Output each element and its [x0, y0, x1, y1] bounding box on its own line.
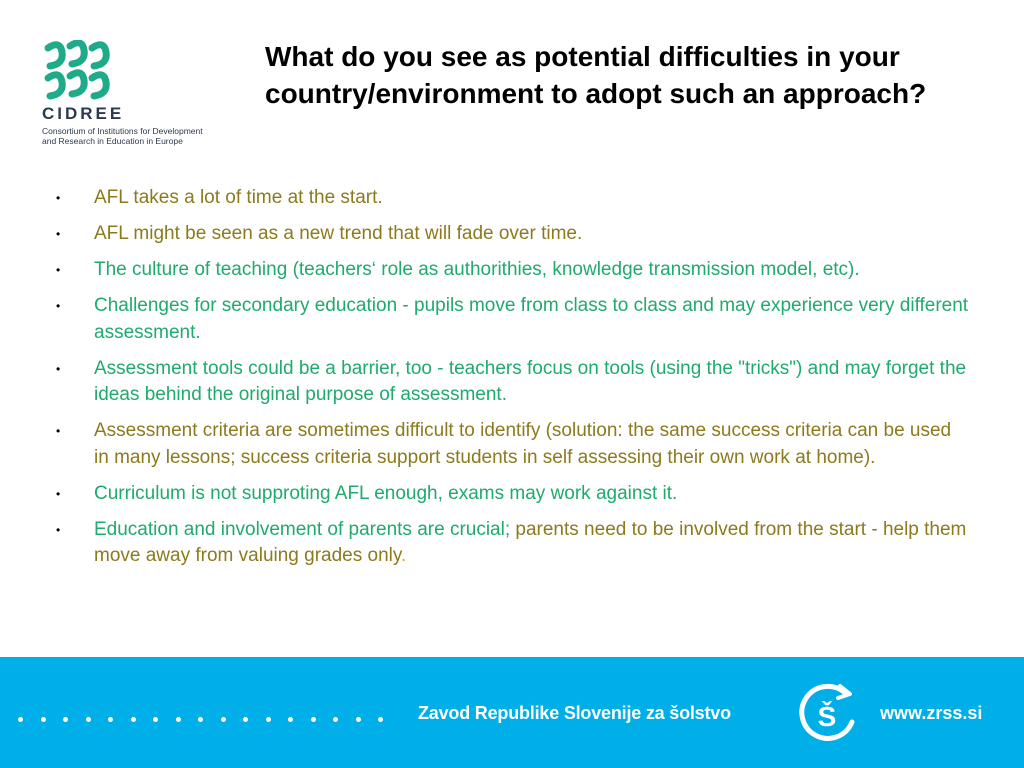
- zrss-emblem-letter: Š: [817, 701, 837, 732]
- bullet-text-part: parents need to be involved from the start - help them move away from valuing grades only: [94, 518, 967, 566]
- bullet-item: [56, 293, 971, 346]
- bullet-text: The culture of teaching (teachers‘ role as authorithies, knowledge transmission model, etc).: [94, 259, 860, 280]
- bullet-item: [56, 356, 971, 409]
- logo-subtitle: [42, 126, 252, 146]
- bullet-dot: •: [56, 299, 61, 313]
- bullet-list: [56, 185, 971, 579]
- logo-subtitle-line2: and Research in Education in Europe: [42, 136, 183, 146]
- bullet-text: AFL might be seen as a new trend that will fade over time.: [94, 223, 583, 244]
- bullet-dot: •: [56, 263, 61, 277]
- footer-organization-name: Zavod Republike Slovenije za šolstvo: [418, 703, 731, 723]
- bullet-item: [56, 221, 971, 248]
- bullet-dot: •: [56, 191, 61, 205]
- footer-dots-decoration: [18, 709, 408, 721]
- bullet-dot: •: [56, 361, 61, 376]
- bullet-dot: •: [56, 522, 61, 537]
- bullet-item: [56, 185, 971, 212]
- footer-bar: [0, 657, 1024, 768]
- cidree-logo: [40, 40, 250, 150]
- bullet-text: AFL takes a lot of time at the start.: [94, 187, 383, 208]
- bullet-text-part: .: [400, 545, 407, 566]
- logo-wordmark: CIDREE: [42, 104, 125, 123]
- bullet-item: [56, 418, 971, 471]
- bullet-text: Assessment tools could be a barrier, too - teachers focus on tools (using the "tricks") and may forget the ideas behind the original purpose of assessment.: [94, 357, 967, 405]
- cidree-emblem-icon: [40, 40, 120, 104]
- bullet-item: [56, 517, 971, 570]
- footer-website-link[interactable]: www.zrss.si: [880, 703, 983, 723]
- bullet-dot: •: [56, 424, 61, 438]
- bullet-text-part: Education and involvement of parents are crucial;: [94, 518, 516, 540]
- bullet-dot: •: [56, 486, 61, 501]
- logo-subtitle-line1: Consortium of Institutions for Development: [42, 126, 203, 136]
- zrss-emblem-icon: [796, 682, 862, 748]
- bullet-text: Challenges for secondary education - pupils move from class to class and may experience very different assessment.: [94, 295, 969, 343]
- bullet-text: Curriculum is not supproting AFL enough, exams may work against it.: [94, 482, 678, 504]
- bullet-dot: •: [56, 227, 61, 241]
- bullet-text: Assessment criteria are sometimes difficult to identify (solution: the same success criteria can be used in many lessons; success criteria support students in self assessing their own work at home).: [94, 420, 952, 468]
- bullet-item: [56, 481, 971, 508]
- slide-title: What do you see as potential difficulties in your country/environment to adopt such an approach?: [265, 41, 927, 109]
- bullet-item: [56, 257, 971, 284]
